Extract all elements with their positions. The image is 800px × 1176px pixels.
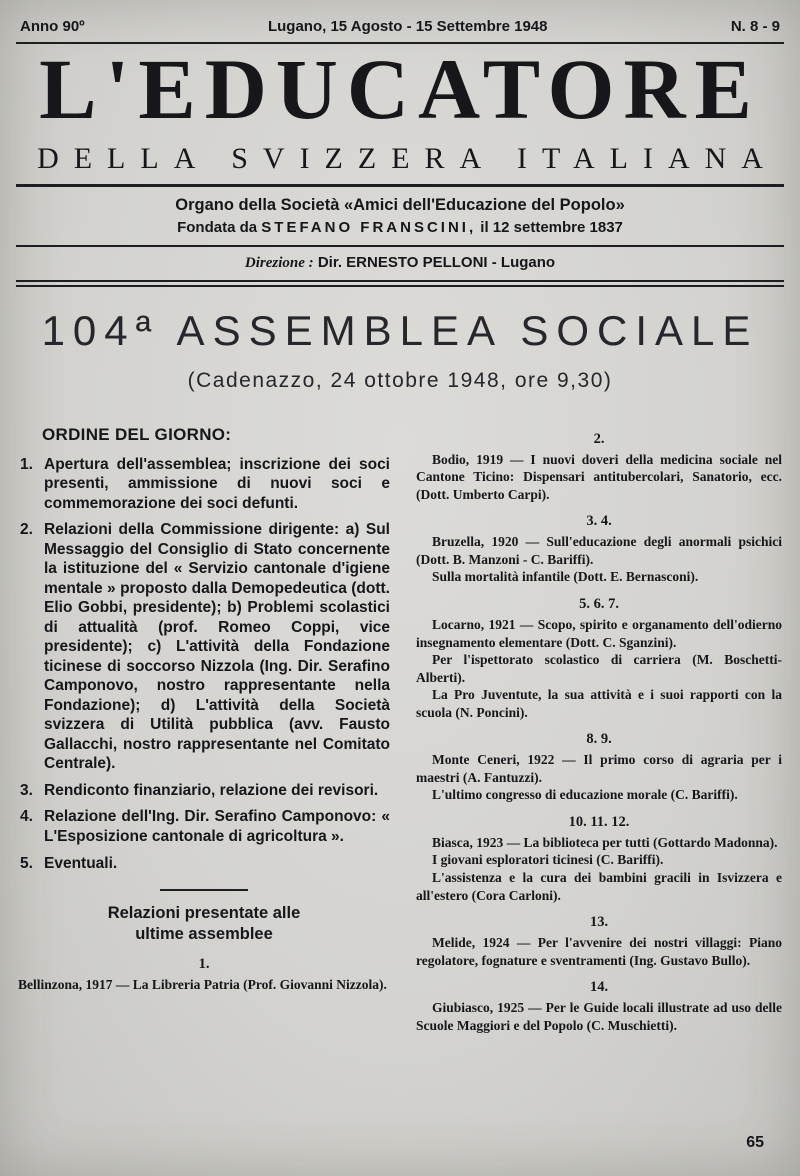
- founding-line: [16, 219, 784, 236]
- direction-line: [16, 247, 784, 280]
- report-entry-paragraph: Per l'ispettorato scolastico di carriera (M. Boschetti-Alberti).: [416, 652, 782, 685]
- report-entry-paragraph: La Pro Juventute, la sua attività e i suoi rapporti con la scuola (N. Poncini).: [416, 687, 782, 720]
- report-entry-paragraph: Monte Ceneri, 1922 — Il primo corso di agraria per i maestri (A. Fantuzzi).: [416, 752, 782, 785]
- left-column: [18, 421, 390, 1035]
- report-entry-paragraph: Giubiasco, 1925 — Per le Guide locali illustrate ad uso delle Scuole Maggiori e del Popolo (C. Muschietti).: [416, 1000, 782, 1033]
- founding-pre: Fondata da: [177, 218, 258, 236]
- report-entry-number: 1.: [198, 955, 210, 972]
- report-entry: [416, 914, 782, 969]
- direction-label: Direzione :: [244, 254, 314, 271]
- section-divider: [160, 889, 248, 891]
- agenda-item-text: Rendiconto finanziario, relazione dei revisori.: [44, 781, 379, 799]
- report-entry-paragraph: I giovani esploratori ticinesi (C. Bariffi).: [432, 852, 664, 868]
- report-entry-number: 2.: [593, 430, 605, 447]
- report-entry-paragraph: Biasca, 1923 — La biblioteca per tutti (Gottardo Madonna).: [432, 834, 778, 850]
- agenda-item: [18, 854, 390, 874]
- masthead-divider: [16, 184, 784, 187]
- report-entry: [416, 513, 782, 586]
- issue-header: [16, 12, 784, 42]
- report-entry: [416, 596, 782, 721]
- issue-year: Anno 90º: [20, 18, 85, 35]
- report-entry-paragraph: Bruzella, 1920 — Sull'educazione degli anormali psichici (Dott. B. Manzoni - C. Bariffi).: [416, 534, 782, 567]
- report-entry: [416, 814, 782, 904]
- issue-date: Lugano, 15 Agosto - 15 Settembre 1948: [267, 18, 548, 35]
- report-entry-paragraph: Melide, 1924 — Per l'avvenire dei nostri villaggi: Piano regolatore, fognature e sventramenti (Ing. Gustavo Bullo).: [416, 935, 782, 968]
- report-entry-number: 10. 11. 12.: [568, 813, 630, 830]
- issue-number: N. 8 - 9: [730, 18, 780, 35]
- report-entry-paragraph: Locarno, 1921 — Scopo, spirito e organamento dell'odierno insegnamento elementare (Dott. C. Sganzini).: [416, 617, 782, 650]
- page-number: 65: [746, 1134, 764, 1151]
- direction-value: Dir. ERNESTO PELLONI - Lugano: [317, 253, 556, 271]
- report-entry: [416, 431, 782, 504]
- agenda-item-number: 4.: [20, 808, 33, 826]
- report-entry-number: 8. 9.: [586, 731, 612, 748]
- agenda-item-number: 3.: [20, 781, 33, 799]
- right-column: [416, 421, 782, 1035]
- agenda-item-text: Relazioni della Commissione dirigente: a) Sul Messaggio del Consiglio di Stato concernente la istituzione del « Servizio cantonale d'igiene mentale » proposto dalla Demopedeutica (dott. Elio Gobbi, presidente); b) Problemi scolastici di attualità (prof. Romeo Coppi, vice presidente); c) L'attività della Fondazione ticinese di soccorso Nizzola (Ing. Dir. Serafino Camponovo, nostro rappresentante nella Fondazione); d) L'attività della Società svizzera di Utilità pubblica (avv. Fausto Gallacchi, nostro rappresentante nel Comitato Centrale).: [44, 521, 390, 773]
- assembly-subtitle: (Cadenazzo, 24 ottobre 1948, ore 9,30): [187, 368, 613, 392]
- agenda-item-text: Relazione dell'Ing. Dir. Serafino Camponovo: « L'Esposizione cantonale di agricoltura ».: [44, 808, 390, 845]
- report-entry-number: 5. 6. 7.: [579, 596, 619, 612]
- report-entry-paragraph: L'ultimo congresso di educazione morale (C. Bariffi).: [432, 787, 738, 803]
- content-columns: [16, 417, 784, 1035]
- double-divider: [16, 280, 784, 287]
- report-entry-paragraph: Bellinzona, 1917 — La Libreria Patria (Prof. Giovanni Nizzola).: [18, 976, 387, 992]
- report-entry-number: 14.: [589, 979, 609, 996]
- agenda-item: [18, 455, 390, 514]
- agenda-item-number: 1.: [20, 455, 33, 473]
- report-entry: [416, 731, 782, 804]
- report-entry-paragraph: Sulla mortalità infantile (Dott. E. Bernasconi).: [432, 569, 699, 585]
- agenda-item-text: Eventuali.: [44, 854, 118, 872]
- founder-name: STEFANO FRANSCINI,: [261, 218, 477, 236]
- report-entry-number: 3. 4.: [586, 513, 612, 530]
- reports-heading: Relazioni presentate alle ultime assemblee: [107, 904, 301, 944]
- report-entry: [416, 979, 782, 1034]
- organ-line: Organo della Società «Amici dell'Educazione del Popolo»: [175, 195, 625, 214]
- agenda-item-number: 2.: [20, 521, 33, 539]
- masthead-subtitle: DELLA SVIZZERA ITALIANA: [37, 141, 778, 175]
- assembly-title: 104ª ASSEMBLEA SOCIALE: [41, 306, 759, 354]
- report-entry-paragraph: L'assistenza e la cura dei bambini gracili in Isvizzera e all'estero (Cora Carloni).: [416, 870, 782, 903]
- founding-post: il 12 settembre 1837: [480, 218, 623, 236]
- masthead-title: L'EDUCATORE: [39, 41, 761, 137]
- agenda-item-text: Apertura dell'assemblea; inscrizione dei soci presenti, ammissione di nuovi soci e commemorazione dei soci defunti.: [44, 455, 390, 512]
- agenda-item: [18, 781, 390, 801]
- agenda-item: [18, 807, 390, 846]
- agenda-item: [18, 520, 390, 774]
- agenda-heading: ORDINE DEL GIORNO:: [42, 424, 232, 444]
- agenda-item-number: 5.: [20, 854, 33, 872]
- report-entry-paragraph: Bodio, 1919 — I nuovi doveri della medicina sociale nel Cantone Ticino: Dispensari antitubercolari, Sanatorio, ecc. (Dott. Umberto Carpi).: [416, 451, 782, 502]
- report-entry-number: 13.: [589, 914, 609, 931]
